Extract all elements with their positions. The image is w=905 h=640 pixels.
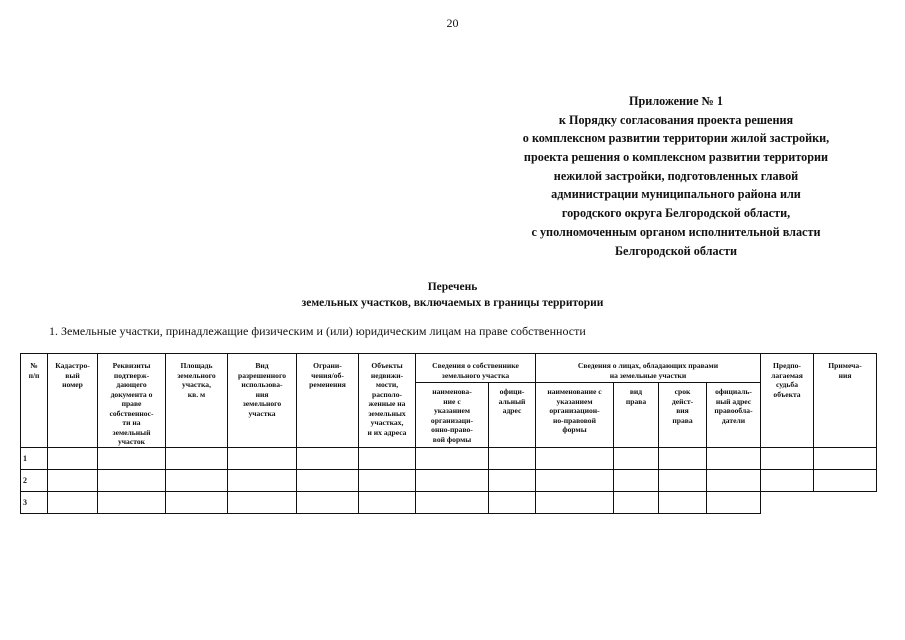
table-cell bbox=[614, 492, 659, 514]
header-real-estate-objects: Объекты недвижи- мости, располо- женные на земельных участках, и их адреса bbox=[359, 354, 416, 448]
appendix-line: Приложение № 1 bbox=[629, 94, 723, 108]
appendix-line: с уполномоченным органом исполнительной власти bbox=[531, 224, 821, 239]
table-cell bbox=[416, 470, 489, 492]
table-cell bbox=[814, 470, 877, 492]
table-cell bbox=[297, 470, 359, 492]
table-cell bbox=[659, 470, 707, 492]
table-cell bbox=[489, 448, 536, 470]
table-cell bbox=[536, 492, 614, 514]
table-cell bbox=[614, 448, 659, 470]
table-row bbox=[21, 492, 877, 514]
table-cell bbox=[659, 448, 707, 470]
table-cell bbox=[228, 492, 297, 514]
header-area: Площадь земельного участка, кв. м bbox=[166, 354, 228, 448]
land-plots-table bbox=[20, 353, 877, 514]
table-row bbox=[21, 470, 877, 492]
appendix-line: к Порядку согласования проекта решения bbox=[558, 112, 794, 127]
table-cell bbox=[166, 492, 228, 514]
table-cell bbox=[416, 492, 489, 514]
header-holders-group: Сведения о лицах, обладающих правами на земельные участки bbox=[536, 354, 761, 383]
header-number: № п/п bbox=[21, 354, 48, 448]
table-cell bbox=[489, 492, 536, 514]
table-cell bbox=[761, 448, 814, 470]
header-object-fate: Предпо- лагаемая судьба объекта bbox=[761, 354, 814, 448]
table-cell bbox=[614, 470, 659, 492]
header-cadastral: Кадастро- вый номер bbox=[48, 354, 98, 448]
list-title bbox=[0, 279, 905, 311]
table-cell bbox=[359, 492, 416, 514]
appendix-line: администрации муниципального района или bbox=[551, 187, 801, 202]
header-owner-address: офици- альный адрес bbox=[489, 383, 536, 448]
header-permitted-use: Вид разрешенного использова- ния земельного участка bbox=[228, 354, 297, 448]
header-notes: Примеча- ния bbox=[814, 354, 877, 448]
table-cell bbox=[48, 448, 98, 470]
table-cell bbox=[707, 470, 761, 492]
appendix-line: нежилой застройки, подготовленных главой bbox=[553, 168, 799, 183]
appendix-line: городского округа Белгородской области, bbox=[561, 206, 791, 221]
table-cell bbox=[416, 448, 489, 470]
list-title-line2: земельных участков, включаемых в границы территории bbox=[301, 297, 604, 309]
table-cell bbox=[659, 492, 707, 514]
table-cell bbox=[359, 470, 416, 492]
header-holder-right-type: вид права bbox=[614, 383, 659, 448]
row-number: 1 bbox=[21, 448, 48, 470]
section-subtitle: 1. Земельные участки, принадлежащие физическим и (или) юридическим лицам на праве собственности bbox=[49, 324, 586, 338]
table-cell bbox=[359, 448, 416, 470]
table-cell bbox=[814, 448, 877, 470]
table-cell bbox=[166, 470, 228, 492]
row-number: 2 bbox=[21, 470, 48, 492]
table-cell bbox=[98, 492, 166, 514]
row-number: 3 bbox=[21, 492, 48, 514]
table-cell bbox=[166, 448, 228, 470]
table-cell bbox=[48, 492, 98, 514]
header-ownership-document: Реквизиты подтверж- дающего документа о праве собственнос- ти на земельный участок bbox=[98, 354, 166, 448]
table-cell bbox=[98, 448, 166, 470]
table-cell bbox=[48, 470, 98, 492]
table-row bbox=[21, 448, 877, 470]
table-cell bbox=[297, 492, 359, 514]
header-owner-group: Сведения о собственнике земельного участка bbox=[416, 354, 536, 383]
table-cell bbox=[98, 470, 166, 492]
empty-area bbox=[814, 492, 877, 514]
table-cell bbox=[707, 492, 761, 514]
empty-area bbox=[761, 492, 814, 514]
table-cell bbox=[536, 470, 614, 492]
header-restrictions: Ограни- чения/об- ременения bbox=[297, 354, 359, 448]
appendix-line: Белгородской области bbox=[615, 243, 737, 258]
page-number: 20 bbox=[446, 16, 459, 30]
header-holder-address: официаль- ный адрес правообла- датели bbox=[707, 383, 761, 448]
appendix-line: о комплексном развитии территории жилой застройки, bbox=[522, 131, 830, 146]
header-owner-name: наименова- ние с указанием организаци- онно-право- вой формы bbox=[416, 383, 489, 448]
header-holder-term: срок дейст- вия права bbox=[659, 383, 707, 448]
list-title-line1: Перечень bbox=[427, 281, 478, 293]
header-holder-name: наименование с указанием организацион- но-правовой формы bbox=[536, 383, 614, 448]
table-cell bbox=[761, 470, 814, 492]
table-cell bbox=[297, 448, 359, 470]
table-cell bbox=[489, 470, 536, 492]
table-cell bbox=[707, 448, 761, 470]
table-cell bbox=[228, 448, 297, 470]
table-cell bbox=[228, 470, 297, 492]
appendix-line: проекта решения о комплексном развитии территории bbox=[523, 150, 829, 165]
table-cell bbox=[536, 448, 614, 470]
appendix-header bbox=[470, 92, 882, 260]
